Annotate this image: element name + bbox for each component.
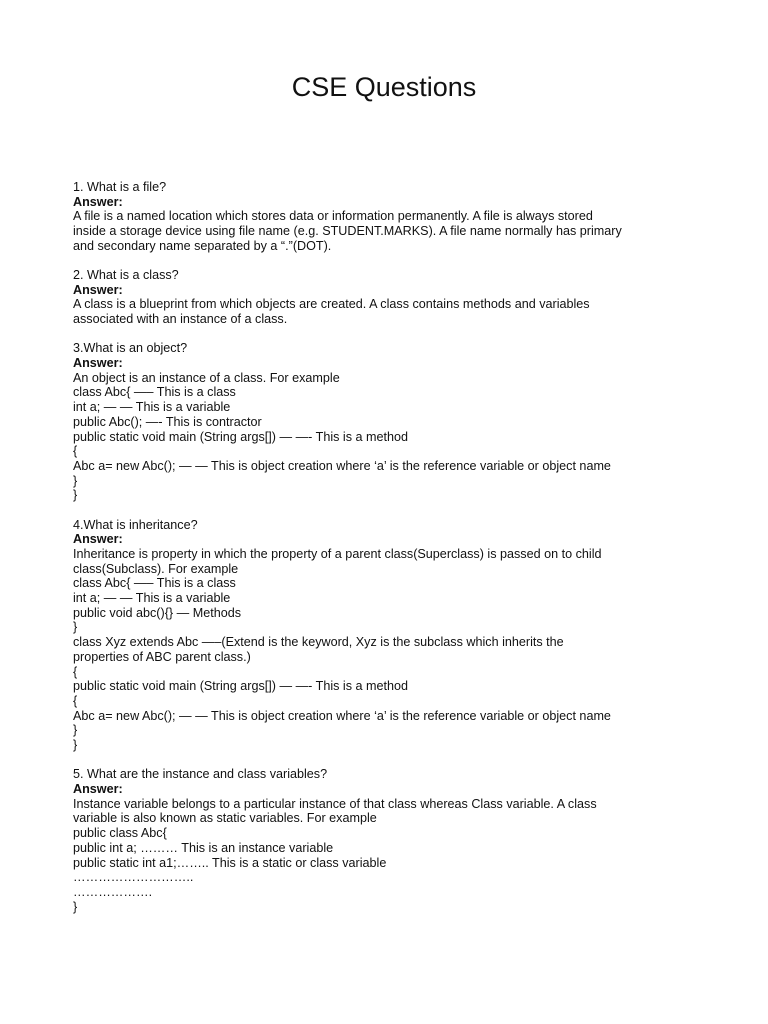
code-line: public class Abc{ bbox=[73, 826, 167, 841]
code-line: Abc a= new Abc(); — — This is object creation where ‘a’ is the reference variable or object name bbox=[73, 458, 611, 473]
questions-list bbox=[73, 180, 713, 929]
code-line: } bbox=[73, 473, 78, 488]
answer-label: Answer: bbox=[73, 532, 123, 547]
answer-label: Answer: bbox=[73, 282, 123, 297]
answer-line: associated with an instance of a class. bbox=[73, 312, 288, 327]
answer-line: An object is an instance of a class. For example bbox=[73, 370, 340, 385]
answer-line: A file is a named location which stores data or information permanently. A file is always stored bbox=[73, 209, 593, 224]
code-line: class Abc{ —– This is a class bbox=[73, 576, 236, 591]
question-text: 4.What is inheritance? bbox=[73, 517, 198, 532]
answer-line: variable is also known as static variables. For example bbox=[73, 811, 377, 826]
code-line: } bbox=[73, 899, 78, 914]
question-block-5 bbox=[73, 767, 713, 914]
answer-line: class(Subclass). For example bbox=[73, 561, 239, 576]
page-title: CSE Questions bbox=[291, 72, 477, 102]
code-line: int a; — — This is a variable bbox=[73, 591, 231, 606]
code-line: { bbox=[73, 694, 78, 708]
answer-line: Inheritance is property in which the property of a parent class(Superclass) is passed on to child bbox=[73, 546, 602, 561]
question-block-4 bbox=[73, 518, 713, 753]
code-line: public Abc(); —- This is contractor bbox=[73, 414, 262, 429]
question-text: 2. What is a class? bbox=[73, 268, 179, 283]
answer-line: inside a storage device using file name (e.g. STUDENT.MARKS). A file name normally has primary bbox=[73, 224, 622, 239]
code-line: public int a; ……… This is an instance variable bbox=[73, 840, 334, 855]
code-line: } bbox=[73, 723, 78, 738]
code-line: public static void main (String args[]) — —- This is a method bbox=[73, 429, 409, 444]
code-line: class Abc{ —– This is a class bbox=[73, 385, 236, 400]
code-line: int a; — — This is a variable bbox=[73, 400, 231, 415]
question-text: 3.What is an object? bbox=[73, 341, 188, 356]
answer-label: Answer: bbox=[73, 782, 123, 797]
code-line: { bbox=[73, 444, 78, 459]
answer-label: Answer: bbox=[73, 194, 123, 209]
code-line: } bbox=[73, 488, 78, 503]
question-block-3 bbox=[73, 341, 713, 503]
code-line: public static void main (String args[]) — —- This is a method bbox=[73, 679, 409, 694]
answer-line: and secondary name separated by a “.”(DOT). bbox=[73, 238, 332, 253]
answer-line: Instance variable belongs to a particular instance of that class whereas Class variable. A class bbox=[73, 796, 597, 811]
question-block-2 bbox=[73, 268, 713, 327]
code-line: ……………………….. bbox=[73, 870, 194, 885]
question-block-1 bbox=[73, 180, 713, 254]
code-line: Abc a= new Abc(); — — This is object creation where ‘a’ is the reference variable or object name bbox=[73, 708, 611, 723]
answer-line: A class is a blueprint from which objects are created. A class contains methods and variables bbox=[73, 297, 590, 312]
code-line: public void abc(){} — Methods bbox=[73, 605, 242, 620]
code-line: } bbox=[73, 738, 78, 753]
code-line: public static int a1;…….. This is a static or class variable bbox=[73, 855, 387, 870]
code-line: properties of ABC parent class.) bbox=[73, 649, 251, 664]
code-line: ………………. bbox=[73, 884, 153, 899]
answer-label: Answer: bbox=[73, 356, 123, 371]
code-line: } bbox=[73, 620, 78, 635]
code-line: class Xyz extends Abc —–(Extend is the keyword, Xyz is the subclass which inherits the bbox=[73, 635, 564, 650]
question-text: 1. What is a file? bbox=[73, 180, 167, 194]
question-text: 5. What are the instance and class variables? bbox=[73, 767, 328, 782]
code-line: { bbox=[73, 664, 78, 679]
